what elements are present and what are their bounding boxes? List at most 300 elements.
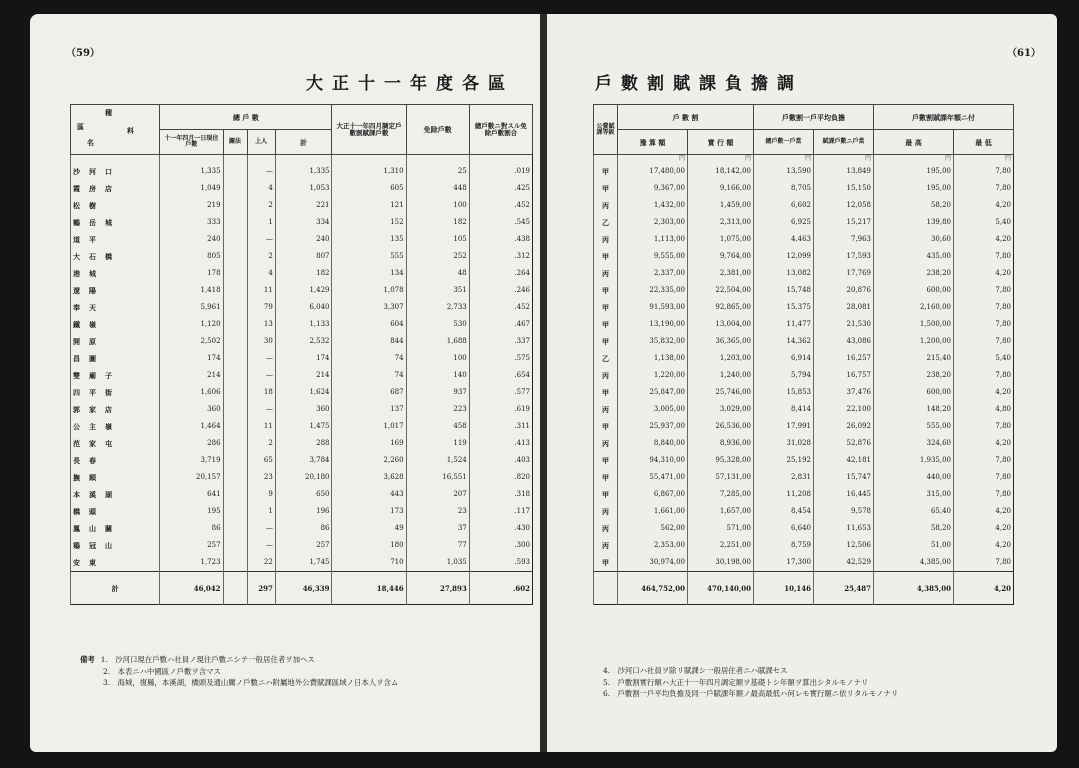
cell-min: 4,20: [954, 231, 1014, 248]
district-name: 港城: [71, 265, 160, 282]
grade-cell: 丙: [594, 367, 618, 384]
cell-avg_taxed: 37,476: [814, 384, 874, 401]
cell-c1: 1,464: [160, 418, 223, 435]
cell-survey: 605: [332, 180, 406, 197]
cell-ratio: .654: [469, 367, 532, 384]
cell-survey: 604: [332, 316, 406, 333]
right-table-body: [594, 155, 1014, 572]
cell-avg_taxed: 15,150: [814, 180, 874, 197]
cell-min: 7,80: [954, 333, 1014, 350]
cell-min: 7,80: [954, 163, 1014, 180]
cell-survey: 1,017: [332, 418, 406, 435]
cell-c2: [223, 265, 247, 282]
table-row: [594, 435, 1014, 452]
cell-c2: [223, 350, 247, 367]
grade-cell: 丙: [594, 537, 618, 554]
cell-survey: 1,078: [332, 282, 406, 299]
cell-budget: 9,555,00: [618, 248, 688, 265]
table-row: [71, 180, 533, 197]
cell-min: 4,20: [954, 384, 1014, 401]
cell-exempt: 1,688: [406, 333, 469, 350]
cell-c4: 214: [275, 367, 332, 384]
cell-exempt: 223: [406, 401, 469, 418]
table-row: [594, 520, 1014, 537]
cell-max: 148,20: [874, 401, 954, 418]
grade-cell: 乙: [594, 214, 618, 231]
cell-budget: 1,138,00: [618, 350, 688, 367]
cell-survey: 180: [332, 537, 406, 554]
cell-max: 324,60: [874, 435, 954, 452]
cell-avg_taxed: 13,849: [814, 163, 874, 180]
cell-c1: 641: [160, 486, 223, 503]
district-name: 鐵嶺: [71, 316, 160, 333]
cell-ratio: .117: [469, 503, 532, 520]
cell-c1: 178: [160, 265, 223, 282]
cell-min: 7,80: [954, 554, 1014, 572]
cell-ratio: .593: [469, 554, 532, 572]
cell-max: 435,00: [874, 248, 954, 265]
cell-exempt: 937: [406, 384, 469, 401]
cell-c3: —: [247, 231, 275, 248]
annual-amount-header: 戶數割賦課年額ニ付: [874, 105, 1014, 130]
cell-exempt: 252: [406, 248, 469, 265]
cell-max: 51,00: [874, 537, 954, 554]
cell-c1: 2,502: [160, 333, 223, 350]
cell-c2: [223, 231, 247, 248]
cell-budget: 1,432,00: [618, 197, 688, 214]
cell-max: 315,00: [874, 486, 954, 503]
cell-avg_total: 4,463: [754, 231, 814, 248]
cell-c3: 65: [247, 452, 275, 469]
cell-budget: 17,480,00: [618, 163, 688, 180]
avg-taxed-header: 賦課戶數ニ戶當: [814, 130, 874, 155]
cell-c3: 13: [247, 316, 275, 333]
cell-c4: 257: [275, 537, 332, 554]
table-row: [594, 401, 1014, 418]
district-name: 四平街: [71, 384, 160, 401]
table-row: [594, 384, 1014, 401]
cell-c3: 18: [247, 384, 275, 401]
cell-c3: 11: [247, 418, 275, 435]
cell-max: 440,00: [874, 469, 954, 486]
cell-actual: 571,00: [688, 520, 754, 537]
left-table-body: [71, 155, 533, 572]
cell-exempt: 182: [406, 214, 469, 231]
cell-min: 4,20: [954, 265, 1014, 282]
table-row: [71, 299, 533, 316]
cell-avg_taxed: 12,506: [814, 537, 874, 554]
cell-actual: 1,240,00: [688, 367, 754, 384]
cell-actual: 30,198,00: [688, 554, 754, 572]
cell-budget: 91,593,00: [618, 299, 688, 316]
cell-c4: 174: [275, 350, 332, 367]
cell-avg_total: 31,028: [754, 435, 814, 452]
table-row: [71, 333, 533, 350]
table-row: [71, 554, 533, 572]
cell-ratio: .575: [469, 350, 532, 367]
cell-exempt: 25: [406, 163, 469, 180]
cell-c3: 2: [247, 435, 275, 452]
grade-cell: 乙: [594, 350, 618, 367]
cell-c4: 1,475: [275, 418, 332, 435]
table-row: [594, 418, 1014, 435]
cell-survey: 687: [332, 384, 406, 401]
cell-c2: [223, 486, 247, 503]
cell-avg_total: 15,748: [754, 282, 814, 299]
cell-c2: [223, 180, 247, 197]
cell-ratio: .545: [469, 214, 532, 231]
table-row: [71, 197, 533, 214]
table-row: [71, 231, 533, 248]
cell-max: 30,60: [874, 231, 954, 248]
grade-cell: 甲: [594, 282, 618, 299]
cell-c1: 1,418: [160, 282, 223, 299]
cell-c4: 86: [275, 520, 332, 537]
cell-c2: [223, 435, 247, 452]
cell-ratio: .452: [469, 197, 532, 214]
cell-budget: 25,847,00: [618, 384, 688, 401]
total-label: 計: [71, 572, 160, 605]
grade-cell: 甲: [594, 248, 618, 265]
district-name: 鳳山關: [71, 520, 160, 537]
cell-c2: [223, 316, 247, 333]
cell-min: 4,20: [954, 503, 1014, 520]
survey-header: 大正十一年四月調定戶數割賦課戶數: [332, 105, 406, 155]
cell-c1: 174: [160, 350, 223, 367]
cell-budget: 30,974,00: [618, 554, 688, 572]
household-tax-burden-table: [593, 104, 1014, 605]
cell-c4: 6,040: [275, 299, 332, 316]
grade-cell: 甲: [594, 384, 618, 401]
notes-label: 備考: [80, 655, 95, 664]
cell-c4: 1,745: [275, 554, 332, 572]
cell-ratio: .425: [469, 180, 532, 197]
cell-c3: 23: [247, 469, 275, 486]
district-name: 霞房店: [71, 180, 160, 197]
cell-survey: 443: [332, 486, 406, 503]
grade-cell: 丙: [594, 435, 618, 452]
cell-ratio: .403: [469, 452, 532, 469]
cell-budget: 2,303,00: [618, 214, 688, 231]
cell-c2: [223, 333, 247, 350]
cell-avg_total: 11,477: [754, 316, 814, 333]
cell-c2: [223, 469, 247, 486]
left-total-row: 計 46,042 297 46,339 18,446 27,893 .602: [71, 572, 533, 605]
cell-avg_taxed: 15,747: [814, 469, 874, 486]
cell-c4: 334: [275, 214, 332, 231]
cell-avg_total: 6,602: [754, 197, 814, 214]
cell-actual: 92,865,00: [688, 299, 754, 316]
cell-avg_total: 8,454: [754, 503, 814, 520]
cell-avg_total: 15,853: [754, 384, 814, 401]
cell-exempt: 77: [406, 537, 469, 554]
cell-survey: 173: [332, 503, 406, 520]
cell-c1: 3,719: [160, 452, 223, 469]
cell-actual: 1,657,00: [688, 503, 754, 520]
district-name: 雙廟子: [71, 367, 160, 384]
grade-cell: 甲: [594, 316, 618, 333]
cell-avg_total: 14,362: [754, 333, 814, 350]
cell-avg_total: 13,590: [754, 163, 814, 180]
cell-c2: [223, 537, 247, 554]
district-name: 沙河口: [71, 163, 160, 180]
cell-c1: 86: [160, 520, 223, 537]
cell-c1: 257: [160, 537, 223, 554]
district-name: 橋頭: [71, 503, 160, 520]
cell-ratio: .019: [469, 163, 532, 180]
cell-c3: —: [247, 367, 275, 384]
cell-min: 7,80: [954, 486, 1014, 503]
table-row: [594, 248, 1014, 265]
cell-budget: 22,335,00: [618, 282, 688, 299]
cell-exempt: 48: [406, 265, 469, 282]
cell-ratio: .300: [469, 537, 532, 554]
cell-budget: 8,840,00: [618, 435, 688, 452]
cell-avg_taxed: 21,530: [814, 316, 874, 333]
cell-avg_taxed: 7,963: [814, 231, 874, 248]
table-row: [71, 503, 533, 520]
grade-cell: 甲: [594, 163, 618, 180]
table-row: [71, 520, 533, 537]
cell-c1: 20,157: [160, 469, 223, 486]
cell-c4: 1,429: [275, 282, 332, 299]
note-4: 4. 沙河口ハ社員ヲ除リ賦課シ一般居住者ニハ賦課セス: [603, 666, 788, 675]
cell-avg_total: 8,414: [754, 401, 814, 418]
spacer-row: [71, 155, 533, 164]
cell-c4: 1,133: [275, 316, 332, 333]
district-name: 奉天: [71, 299, 160, 316]
left-notes: [80, 654, 398, 689]
budget-header: 豫 算 額: [618, 130, 688, 155]
cell-ratio: .438: [469, 231, 532, 248]
cell-avg_total: 5,794: [754, 367, 814, 384]
cell-c3: 4: [247, 265, 275, 282]
cell-survey: 49: [332, 520, 406, 537]
cell-ratio: .413: [469, 435, 532, 452]
cell-actual: 95,328,00: [688, 452, 754, 469]
cell-c1: 805: [160, 248, 223, 265]
cell-budget: 13,190,00: [618, 316, 688, 333]
right-total-row: 464,752,00 470,140,00 10,146 25,487 4,385,00 4,20: [594, 572, 1014, 605]
cell-avg_taxed: 17,769: [814, 265, 874, 282]
district-name: 道平: [71, 231, 160, 248]
cell-ratio: .311: [469, 418, 532, 435]
table-row: [71, 537, 533, 554]
right-page-number: （61）: [1007, 48, 1041, 59]
cell-exempt: 530: [406, 316, 469, 333]
cell-ratio: .318: [469, 486, 532, 503]
cell-c2: [223, 163, 247, 180]
cell-c2: [223, 248, 247, 265]
cell-avg_total: 6,914: [754, 350, 814, 367]
cell-c3: 22: [247, 554, 275, 572]
grade-cell: 丙: [594, 231, 618, 248]
cell-c1: 5,961: [160, 299, 223, 316]
district-name: 昌圖: [71, 350, 160, 367]
cell-avg_taxed: 12,058: [814, 197, 874, 214]
table-row: [594, 554, 1014, 572]
table-row: [71, 248, 533, 265]
cell-avg_total: 17,300: [754, 554, 814, 572]
grade-cell: 甲: [594, 418, 618, 435]
cell-survey: 3,307: [332, 299, 406, 316]
cell-exempt: 37: [406, 520, 469, 537]
cell-c1: 1,723: [160, 554, 223, 572]
note-5: 5. 戶數割實行額ハ大正十一年四月調定額ヲ基礎トシ年額ヲ算出シタルモノナリ: [603, 677, 869, 687]
table-row: [594, 333, 1014, 350]
cell-min: 7,80: [954, 248, 1014, 265]
cell-survey: 1,310: [332, 163, 406, 180]
district-name: 公主嶺: [71, 418, 160, 435]
cell-c1: 240: [160, 231, 223, 248]
cell-actual: 9,166,00: [688, 180, 754, 197]
cell-avg_taxed: 42,181: [814, 452, 874, 469]
cell-c2: [223, 214, 247, 231]
cell-exempt: 105: [406, 231, 469, 248]
cell-budget: 55,471,00: [618, 469, 688, 486]
cell-ratio: .820: [469, 469, 532, 486]
cell-avg_taxed: 9,578: [814, 503, 874, 520]
cell-min: 5,40: [954, 214, 1014, 231]
cell-avg_taxed: 28,081: [814, 299, 874, 316]
cell-exempt: 119: [406, 435, 469, 452]
cell-avg_taxed: 42,529: [814, 554, 874, 572]
cell-survey: 710: [332, 554, 406, 572]
cell-exempt: 1,524: [406, 452, 469, 469]
cell-budget: 25,937,00: [618, 418, 688, 435]
cell-min: 4,20: [954, 537, 1014, 554]
cell-min: 7,80: [954, 180, 1014, 197]
table-row: [594, 316, 1014, 333]
cell-max: 2,160,00: [874, 299, 954, 316]
cell-max: 65,40: [874, 503, 954, 520]
cell-ratio: .430: [469, 520, 532, 537]
cell-c4: 360: [275, 401, 332, 418]
table-row: [71, 486, 533, 503]
cell-c2: [223, 299, 247, 316]
cell-actual: 1,459,00: [688, 197, 754, 214]
cell-survey: 2,260: [332, 452, 406, 469]
cell-c1: 219: [160, 197, 223, 214]
cell-survey: 169: [332, 435, 406, 452]
note-2: 2. 本表ニハ中國區ノ戶數ヲ含マス: [103, 666, 221, 676]
actual-header: 實 行 額: [688, 130, 754, 155]
table-row: [594, 350, 1014, 367]
cell-c4: 1,335: [275, 163, 332, 180]
cell-max: 4,385,00: [874, 554, 954, 572]
cell-actual: 9,764,00: [688, 248, 754, 265]
cell-exempt: 207: [406, 486, 469, 503]
cell-max: 195,00: [874, 163, 954, 180]
note-6: 6. 戶數割一戶平均負擔及同一戶賦課年額ノ最高最低ハ何レモ實行額ニ依リタルモノナリ: [603, 689, 899, 698]
cell-min: 7,80: [954, 367, 1014, 384]
cell-survey: 137: [332, 401, 406, 418]
cell-budget: 2,353,00: [618, 537, 688, 554]
cell-c1: 360: [160, 401, 223, 418]
cell-survey: 844: [332, 333, 406, 350]
cell-survey: 74: [332, 350, 406, 367]
district-name: 大石橋: [71, 248, 160, 265]
cell-c1: 214: [160, 367, 223, 384]
cell-c2: [223, 384, 247, 401]
cell-max: 215,40: [874, 350, 954, 367]
district-name: 鶴岳城: [71, 214, 160, 231]
cell-c2: [223, 367, 247, 384]
table-row: [71, 401, 533, 418]
table-row: [594, 265, 1014, 282]
table-row: [594, 367, 1014, 384]
col2-header: 關法: [223, 130, 247, 155]
table-row: [594, 231, 1014, 248]
cell-max: 238,20: [874, 367, 954, 384]
table-row: [71, 214, 533, 231]
cell-survey: 135: [332, 231, 406, 248]
cell-actual: 25,746,00: [688, 384, 754, 401]
cell-c3: 11: [247, 282, 275, 299]
district-name: 鶏冠山: [71, 537, 160, 554]
corner-header: 種 區 料 名: [71, 105, 160, 155]
cell-c4: 182: [275, 265, 332, 282]
cell-min: 4,80: [954, 401, 1014, 418]
table-row: [594, 214, 1014, 231]
cell-actual: 1,075,00: [688, 231, 754, 248]
cell-max: 600,00: [874, 282, 954, 299]
cell-exempt: 1,035: [406, 554, 469, 572]
cell-actual: 2,251,00: [688, 537, 754, 554]
table-row: [71, 435, 533, 452]
exempt-header: 免除戶數: [406, 105, 469, 155]
table-row: [71, 367, 533, 384]
cell-c3: —: [247, 163, 275, 180]
cell-ratio: .619: [469, 401, 532, 418]
cell-c2: [223, 520, 247, 537]
cell-c2: [223, 418, 247, 435]
table-row: [71, 282, 533, 299]
cell-c3: 2: [247, 248, 275, 265]
cell-actual: 36,365,00: [688, 333, 754, 350]
cell-budget: 2,337,00: [618, 265, 688, 282]
table-row: [71, 350, 533, 367]
cell-c4: 240: [275, 231, 332, 248]
cell-c4: 221: [275, 197, 332, 214]
cell-avg_taxed: 15,217: [814, 214, 874, 231]
book-gutter: [540, 14, 547, 752]
cell-exempt: 458: [406, 418, 469, 435]
cell-c1: 1,335: [160, 163, 223, 180]
right-notes: [603, 665, 898, 700]
cell-avg_total: 12,099: [754, 248, 814, 265]
cell-exempt: 100: [406, 350, 469, 367]
district-name: 開原: [71, 333, 160, 350]
table-row: [594, 452, 1014, 469]
grade-cell: 丙: [594, 401, 618, 418]
district-name: 遼陽: [71, 282, 160, 299]
table-row: [594, 503, 1014, 520]
cell-actual: 18,142,00: [688, 163, 754, 180]
cell-avg_total: 8,705: [754, 180, 814, 197]
grade-cell: 甲: [594, 333, 618, 350]
grade-cell: 丙: [594, 265, 618, 282]
cell-budget: 6,867,00: [618, 486, 688, 503]
cell-avg_total: 15,375: [754, 299, 814, 316]
cell-avg_total: 11,208: [754, 486, 814, 503]
cell-max: 1,935,00: [874, 452, 954, 469]
cell-survey: 121: [332, 197, 406, 214]
note-3: 3. 海城，復縣，本溪湖，橋頭及通山關ノ戶數ニハ附屬地外公費賦課區域ノ日本人ヲ含ム: [103, 678, 399, 687]
cell-avg_taxed: 43,086: [814, 333, 874, 350]
cell-max: 238,20: [874, 265, 954, 282]
district-name: 范家屯: [71, 435, 160, 452]
